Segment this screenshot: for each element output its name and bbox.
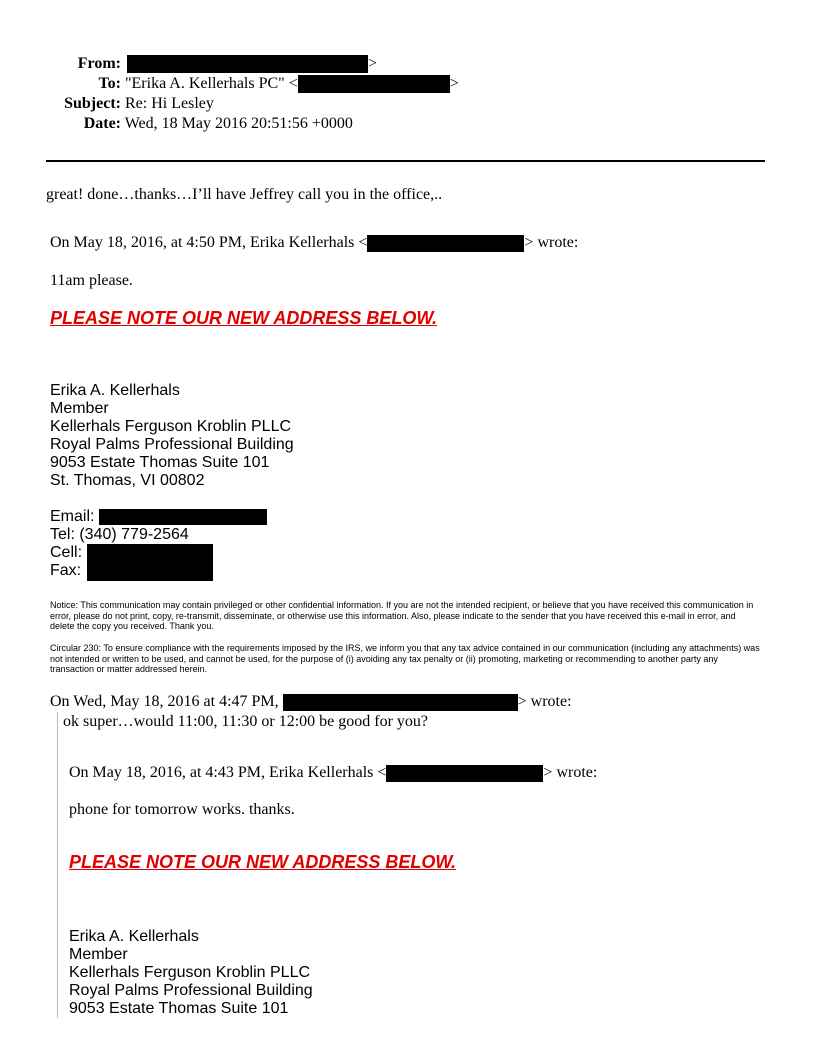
sig-firm: Kellerhals Ferguson Kroblin PLLC <box>50 418 292 435</box>
sig-building: Royal Palms Professional Building <box>69 982 313 999</box>
to-row <box>40 74 459 94</box>
quote3-intro <box>69 764 597 782</box>
subject-label: Subject: <box>64 95 121 112</box>
sig-email-row <box>50 508 267 526</box>
quote1-signature <box>50 382 294 490</box>
sig-city: St. Thomas, VI 00802 <box>50 472 205 489</box>
quote1-body: 11am please. <box>50 272 133 289</box>
redacted-to-address <box>298 75 450 93</box>
reply-body: great! done…thanks…I’ll have Jeffrey call you in the office,.. <box>46 186 443 203</box>
quote3-address-notice: PLEASE NOTE OUR NEW ADDRESS BELOW. <box>69 852 457 872</box>
sig-building: Royal Palms Professional Building <box>50 436 294 453</box>
sig-title: Member <box>50 400 109 417</box>
quote3-signature <box>69 928 313 1018</box>
date-value: Wed, 18 May 2016 20:51:56 +0000 <box>124 115 353 132</box>
redacted-quote2-sender <box>283 694 518 711</box>
sig-title: Member <box>69 946 128 963</box>
quote1-address-notice: PLEASE NOTE OUR NEW ADDRESS BELOW. <box>50 308 438 328</box>
sig-tel: Tel: (340) 779-2564 <box>50 526 189 543</box>
redacted-quote3-email <box>386 765 543 782</box>
quote1-circular230-notice: Circular 230: To ensure compliance with the requirements imposed by the IRS, we inform you that any tax advice contained in our communication (including any attachments) was not intended or written to be used, and cannot be used, for the purpose of (i) avoiding any tax penalty or (ii) promoting, marketing or recommending to another party any transaction or matter addressed herein. <box>50 643 760 674</box>
subject-row <box>40 94 459 114</box>
sig-name: Erika A. Kellerhals <box>50 382 180 399</box>
sig-firm: Kellerhals Ferguson Kroblin PLLC <box>69 964 311 981</box>
to-label: To: <box>98 75 121 92</box>
quote2-body: ok super…would 11:00, 11:30 or 12:00 be good for you? <box>63 713 428 730</box>
sig-cell-label: Cell: <box>50 544 83 561</box>
sig-street: 9053 Estate Thomas Suite 101 <box>69 1000 289 1017</box>
sig-street: 9053 Estate Thomas Suite 101 <box>50 454 270 471</box>
quote3-body: phone for tomorrow works. thanks. <box>69 801 295 818</box>
to-tail: > <box>449 75 459 92</box>
quote1-confidentiality-notice: Notice: This communication may contain privileged or other confidential information. If you are not the intended recipient, or believe that you have received this communication in error, please do not print, copy, re-transmit, disseminate, or otherwise use this information. Also, please indicate to the sender that you have received this e-mail in error, and delete the copy you received. Thank you. <box>50 600 754 631</box>
sig-email-label: Email: <box>50 508 95 525</box>
date-row <box>40 114 459 134</box>
redacted-cell-fax <box>87 544 213 581</box>
quote3-intro-before: On May 18, 2016, at 4:43 PM, Erika Kellerhals < <box>69 764 387 781</box>
sig-fax-label: Fax: <box>50 562 82 579</box>
quote2-intro <box>50 693 572 711</box>
from-label: From: <box>77 55 121 72</box>
sig-name: Erika A. Kellerhals <box>69 928 199 945</box>
header-divider <box>46 160 765 162</box>
to-value: "Erika A. Kellerhals PC" < <box>125 75 298 92</box>
quote3-intro-after: > wrote: <box>543 764 598 781</box>
redacted-quote1-email <box>367 235 524 252</box>
quote1-intro <box>50 234 578 252</box>
quote1-intro-after: > wrote: <box>524 234 579 251</box>
subject-value: Re: Hi Lesley <box>125 95 214 112</box>
redacted-from-address <box>127 55 368 73</box>
email-header <box>40 54 459 134</box>
quote2-intro-before: On Wed, May 18, 2016 at 4:47 PM, <box>50 693 279 710</box>
date-label: Date: <box>83 115 121 132</box>
quote2-intro-after: > wrote: <box>517 693 572 710</box>
from-row <box>40 54 459 74</box>
redacted-sig-email <box>99 509 267 525</box>
from-tail: > <box>368 55 378 72</box>
quote-indent-bar <box>57 712 58 1018</box>
quote1-intro-before: On May 18, 2016, at 4:50 PM, Erika Kellerhals < <box>50 234 368 251</box>
